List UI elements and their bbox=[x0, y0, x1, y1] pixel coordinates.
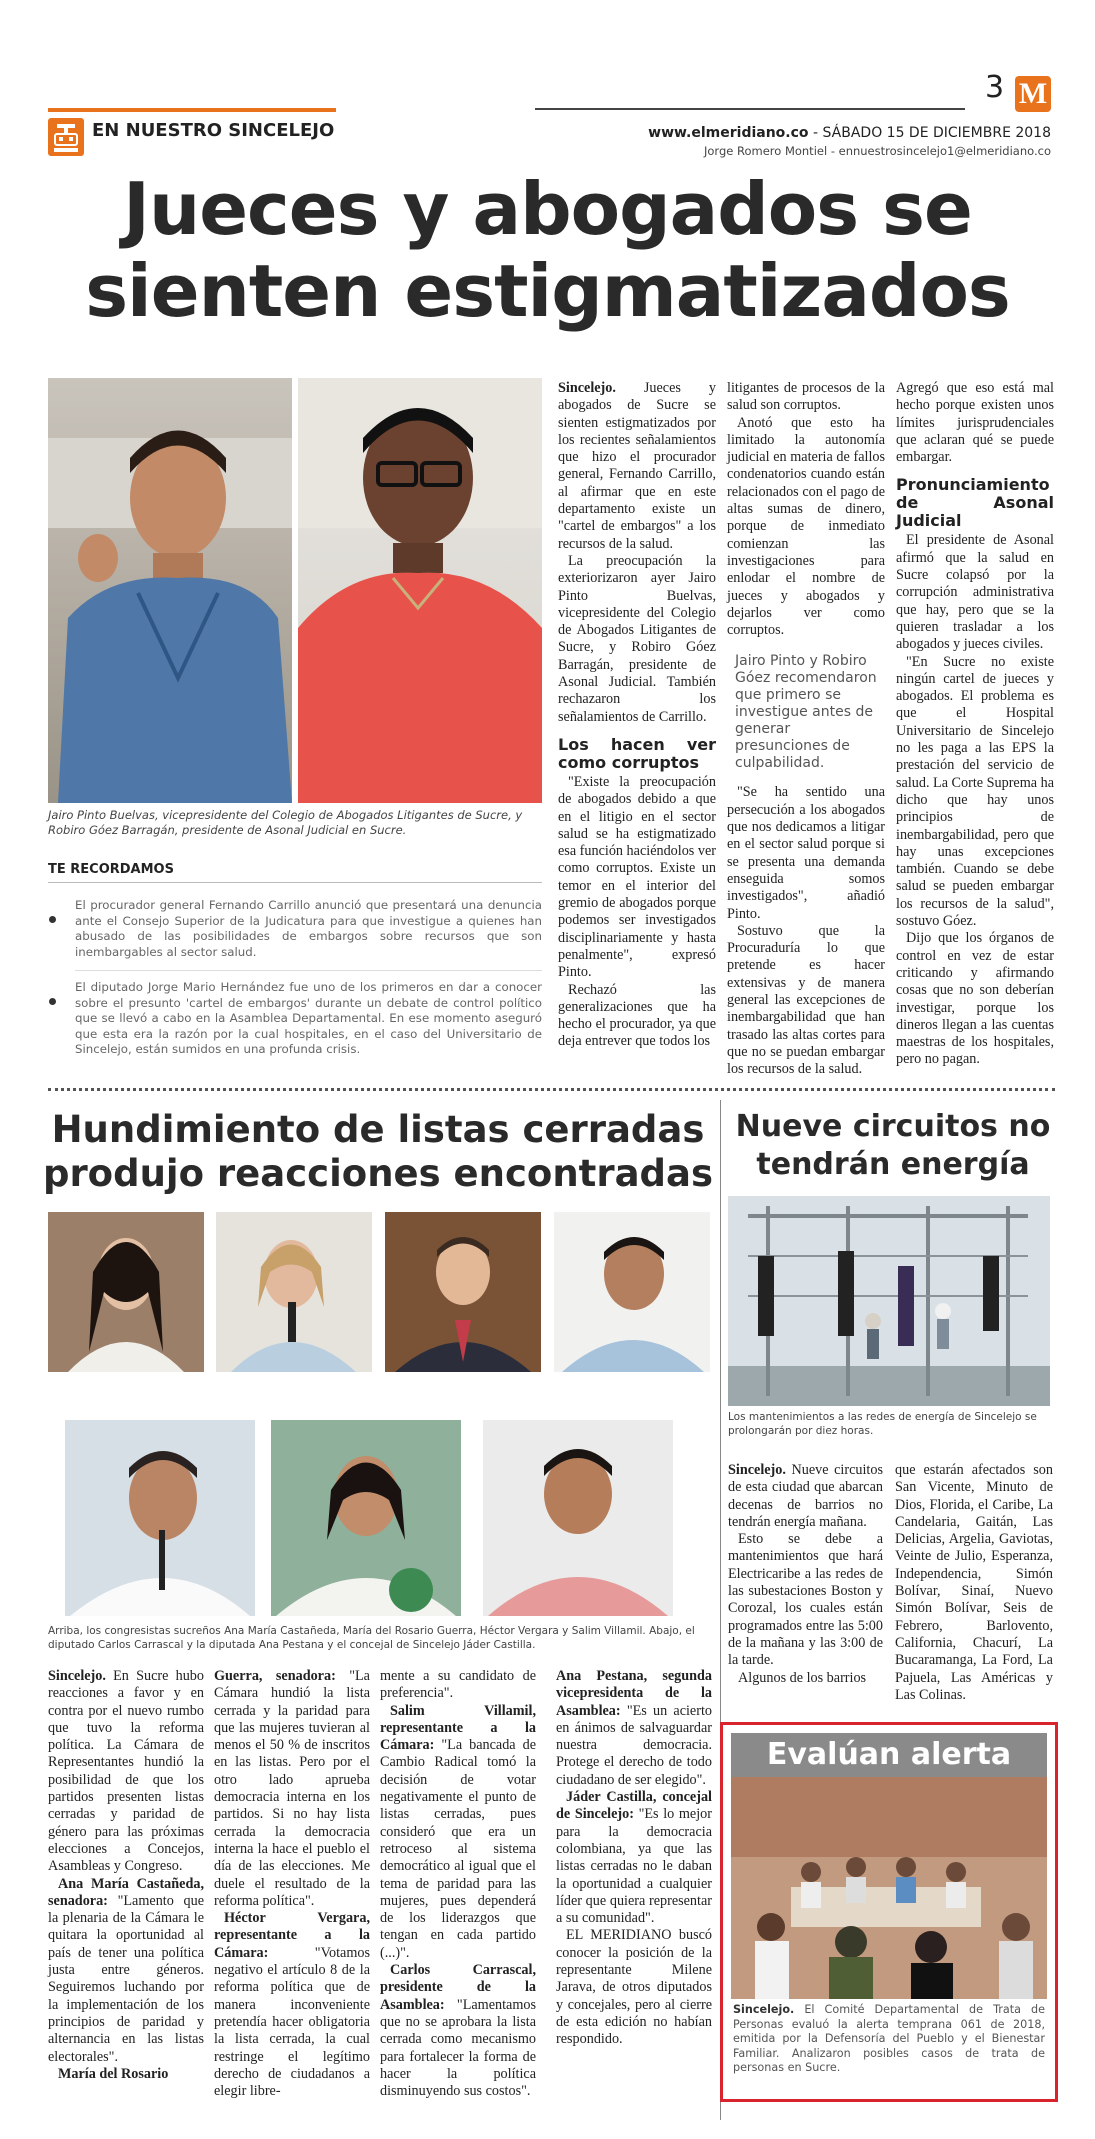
page-number: 3 bbox=[985, 70, 1005, 105]
article2-dateline: Sincelejo. bbox=[48, 1668, 106, 1684]
article1-c2-p2: Anotó que esto ha limitado la autonomía judicial en materia de fallos condenatorios cuando están relacionados con el pago de altas sumas de dinero, porque de inmediato comienzan las investigaciones para enlodar el nombre de jueces y abogados y dejarlos ver como corruptos. bbox=[727, 414, 885, 639]
photo-jairo-pinto bbox=[48, 378, 292, 803]
article2-name-guerra-start: María del Rosario bbox=[58, 2065, 169, 2082]
article2-c2-p1: "La Cámara hundió la lista cerrada y la paridad para que las mujeres tuvieran al menos el 50 % de inscritos en las listas. Pero por el otro lado aprueba democracia interna en los partidos. Si no hay lista cerrada la democracia interna la hace el pueblo el día de las elecciones. Me duele el resultado de la reforma política". bbox=[214, 1668, 370, 1909]
photo-hector-vergara bbox=[385, 1212, 541, 1372]
article2-column-3 bbox=[380, 1668, 536, 2100]
header-rule bbox=[535, 108, 965, 110]
recordamos-divider bbox=[75, 970, 542, 971]
article3-c2-p1: que estarán afectados son San Vicente, Minuto de Dios, Florida, el Caribe, La Candelaria, Gaitán, Las Delicias, Argelia, Gaviotas, Veinte de Julio, Esperanza, Independencia, Simón Bolívar, Sinaí, Nuevo Simón Bolívar, Seis de Febrero, Barlovento, California, Chacurí, La Bucaramanga, La Ford, La Pajuela, Las Américas y Las Colinas. bbox=[895, 1462, 1053, 1703]
article2-caption: Arriba, los congresistas sucreños Ana María Castañeda, María del Rosario Guerra, Héctor Vergara y Salim Villamil. Abajo, el diputado Carlos Carrascal y la diputada Ana Pestana y el concejal de Sincelejo Jáder Castilla. bbox=[48, 1625, 695, 1651]
article1-p2: La preocupación la exteriorizaron ayer Jairo Pinto Buelvas, vicepresidente del Colegio de Abogados Litigantes de Sucre, y Robiro Góez Barragán, presidente de Asonal Judicial. También rechazaron los señalamientos de Carrillo. bbox=[558, 552, 716, 725]
article3-headline-line2: tendrán energía bbox=[756, 1147, 1030, 1182]
article1-c3-p4: Dijo que los órganos de control en vez de estar criticando y afirmando cosas que no son deberían investigar, porque los dineros llegan a las cuentas maestras de los hospitales, pero no pagan. bbox=[896, 930, 1054, 1068]
evaluan-alerta-body: El Comité Departamental de Trata de Personas evaluó la alerta temprana 061 de 2018, emitida por la Defensoría del Pueblo y el Bienestar Familiar. Analizaron posibles casos de trata de personas en Sucre. bbox=[733, 2003, 1045, 2074]
main-headline-line2: sienten estigmatizados bbox=[85, 249, 1010, 333]
article1-c2-p1: litigantes de procesos de la salud son corruptos. bbox=[727, 380, 885, 414]
article2-name-carrascal: Carlos Carrascal, presidente de la Asamblea: bbox=[380, 1962, 536, 2013]
photo-jader-castilla bbox=[483, 1420, 673, 1616]
article3-p1: Nueve circuitos de esta ciudad que abarcan decenas de barrios no tendrán energía mañana. bbox=[728, 1462, 883, 1530]
article3-headline-line1: Nueve circuitos no bbox=[735, 1109, 1051, 1144]
evaluan-alerta-text bbox=[733, 2003, 1045, 2076]
article2-c4-p2: "Es lo mejor para la democracia colombiana, ya que las listas cerradas no le daban la oportunidad a cualquier líder que quiera representar a su comunidad". bbox=[556, 1806, 712, 1927]
recordamos-item-2: El diputado Jorge Mario Hernández fue uno de los primeros en dar a conocer sobre el presunto 'cartel de embargos' durante un debate de control político que se llevó a cabo en la Asamblea Departamental. En ese momento aseguró que esta era la razón por la cual hospitales, en el caso del Universitario de Sincelejo, están sumidos en una profunda crisis. bbox=[75, 980, 542, 1056]
article2-p2: "Lamento que la plenaria de la Cámara le quitara la oportunidad al país de tener una política justa entre géneros. Seguiremos luchando por la implementación de los principios de paridad y alternancia en las listas electorales". bbox=[48, 1892, 204, 2065]
header-byline: Jorge Romero Montiel - ennuestrosincelejo1@elmeridiano.co bbox=[704, 144, 1051, 158]
article3-column-1 bbox=[728, 1462, 883, 1687]
article2-column-4 bbox=[556, 1668, 712, 2049]
logo-badge bbox=[1015, 76, 1051, 112]
article1-column-2 bbox=[727, 380, 885, 1079]
article1-c2-p3: "Se ha sentido una persecución a los abogados que nos dedicamos a litigar en el sector salud porque si se presenta una demanda enseguida somos investigados", añadió Pinto. bbox=[727, 784, 885, 922]
article3-headline bbox=[728, 1108, 1058, 1184]
article3-column-2 bbox=[895, 1462, 1053, 1704]
photo-maria-del-rosario-guerra bbox=[216, 1212, 372, 1372]
article2-c2-p2: "Votamos negativo el artículo 8 de la reforma política que de manera inconveniente pretendía hacer obligatoria la lista cerrada, la cual restringe el legítimo derecho de ciudadanos a elegir libre- bbox=[214, 1944, 370, 2100]
bullet-1 bbox=[49, 916, 56, 923]
article2-c4-p3: EL MERIDIANO buscó conocer la posición de la representante Milene Jarava, de otros diputados y concejales, pero al cierre de esta edición no habían respondido. bbox=[556, 1927, 712, 2048]
article2-name-castaneda: Ana María Castañeda, senadora: bbox=[48, 1875, 204, 1909]
article2-name-castilla: Jáder Castilla, concejal de Sincelejo: bbox=[556, 1789, 712, 1823]
article1-c3-p3: "En Sucre no existe ningún cartel de jueces y abogados. El problema es que el Hospital Universitario de Sincelejo no les paga a las EPS la prestación del servicio de salud. La Corte Suprema ha dicho que hay unos principios de inembargabilidad, pero que hay unas excepciones también. Cuando se debe salud se pueden embargar los recursos de la salud", sostuvo Góez. bbox=[896, 653, 1054, 930]
section-icon bbox=[48, 118, 84, 156]
photo-power-substation bbox=[728, 1196, 1050, 1406]
article2-headline-line1: Hundimiento de listas cerradas bbox=[51, 1108, 705, 1151]
main-headline-line1: Jueces y abogados se bbox=[123, 167, 972, 251]
article2-name-guerra-end: Guerra, senadora: bbox=[214, 1668, 336, 1684]
article1-column-3 bbox=[896, 380, 1054, 1069]
article2-headline-line2: produjo reacciones encontradas bbox=[42, 1152, 714, 1195]
article2-c3-p1: "La bancada de Cambio Radical tomó la decisión de votar negativamente el punto de listas cerradas, pues consideró que era un retroceso al sistema democrático al igual que el tema de paridad para las mujeres, pues dependerá de los liderazgos que tengan en cada partido (...)". bbox=[380, 1737, 536, 1961]
pull-quote: Jairo Pinto y Robiro Góez recomendaron que primero se investigue antes de generar presunciones de culpabilidad. bbox=[735, 653, 877, 772]
photo-caption-1: Jairo Pinto Buelvas, vicepresidente del Colegio de Abogados Litigantes de Sucre, y Robiro Góez Barragán, presidente de Asonal Judicial en Sucre. bbox=[48, 808, 523, 837]
evaluan-alerta-box bbox=[720, 1722, 1058, 2102]
article1-p3: "Existe la preocupación de abogados debido a que en el litigio en el sector salud se ha estigmatizado esa función haciéndolos ver como corruptos. Existe un temor en el interior del gremio de abogados porque podemos ser investigados disciplinariamente y hasta penalmente", expresó Pinto. bbox=[558, 773, 716, 981]
te-recordamos-rule bbox=[48, 882, 542, 883]
article2-name-pestana: Ana Pestana, segunda vicepresidenta de la Asamblea: bbox=[556, 1668, 712, 1719]
article2-column-1 bbox=[48, 1668, 204, 2083]
photo-ana-maria-castaneda bbox=[48, 1212, 204, 1372]
dateline: Sincelejo. bbox=[558, 380, 616, 396]
article2-c3-p2: "Lamentamos que no se aprobara la lista cerrada como mecanismo para fortalecer la forma de hacer la política disminuyendo sus costos". bbox=[380, 1996, 536, 2100]
website-link[interactable]: www.elmeridiano.co bbox=[648, 125, 809, 141]
article3-dateline: Sincelejo. bbox=[728, 1462, 786, 1478]
article2-c3-p0: mente a su candidato de preferencia". bbox=[380, 1668, 536, 1702]
article2-headline bbox=[42, 1108, 714, 1196]
section-separator bbox=[48, 1088, 1055, 1091]
bullet-2 bbox=[49, 998, 56, 1005]
article1-p1: Jueces y abogados de Sucre se sienten estigmatizados por los recientes señalamientos que hizo el procurador general, Fernando Carrillo, al afirmar que en este departamento existe un "cartel de embargos" a los recursos de la salud. bbox=[558, 380, 716, 552]
te-recordamos-title: TE RECORDAMOS bbox=[48, 862, 174, 877]
photo-carlos-carrascal bbox=[65, 1420, 255, 1616]
section-title: EN NUESTRO SINCELEJO bbox=[92, 120, 335, 141]
logo-letter: M bbox=[1018, 77, 1048, 110]
section-rule bbox=[48, 108, 336, 112]
photo-salim-villamil bbox=[554, 1212, 710, 1372]
evaluan-alerta-headline: Evalúan alerta bbox=[731, 1733, 1047, 1777]
photo-robiro-goez bbox=[298, 378, 542, 803]
header-date: - SÁBADO 15 DE DICIEMBRE 2018 bbox=[813, 125, 1051, 141]
article1-column-1 bbox=[558, 380, 716, 1051]
photo-ana-pestana bbox=[271, 1420, 461, 1616]
evaluan-alerta-dateline: Sincelejo. bbox=[733, 2003, 795, 2016]
article2-c4-p1: "Es un acierto en ánimos de salvaguardar nuestra democracia. Protege el derecho de todo ciudadano de ser elegido". bbox=[556, 1702, 712, 1788]
article1-c3-p2: El presidente de Asonal afirmó que la salud en Sucre colapsó por la corrupción administrativa que hay, pero que se la quieren trasladar a los abogados y jueces civiles. bbox=[896, 532, 1054, 653]
article1-p4: Rechazó las generalizaciones que ha hecho el procurador, ya que deja entrever que todos los bbox=[558, 981, 716, 1050]
article1-c3-p1: Agregó que eso está mal hecho porque existen unos límites jurisprudenciales que aclaran qué se puede embargar. bbox=[896, 380, 1054, 466]
article2-name-vergara: Héctor Vergara, representante a la Cámara: bbox=[214, 1910, 370, 1961]
article3-p3: Algunos de los barrios bbox=[738, 1669, 867, 1686]
article2-p1: En Sucre hubo reacciones a favor y en contra por el nuevo rumbo que tuvo la reforma política. La Cámara de Representantes hundió la posibilidad de que los partidos presenten listas cerradas y paridad de género para las próximas elecciones a Concejos, Asambleas y Congreso. bbox=[48, 1668, 204, 1875]
article2-column-2 bbox=[214, 1668, 370, 2100]
article1-subhead-1: Los hacen ver como corruptos bbox=[558, 734, 716, 772]
photo-committee-meeting bbox=[731, 1777, 1047, 1999]
article1-subhead-2: Pronunciamiento de Asonal Judicial bbox=[896, 475, 1054, 531]
article3-p2: Esto se debe a mantenimientos que hará Electricaribe a las redes de las subestaciones Boston y Corozal, los cuales están programados entre las 5:00 de la mañana y las 3:00 de la tarde. bbox=[728, 1531, 883, 1669]
main-headline bbox=[30, 168, 1065, 332]
article2-name-villamil: Salim Villamil, representante a la Cámara: bbox=[380, 1702, 536, 1754]
article1-c2-p4: Sostuvo que la Procuraduría lo que pretende es hacer extensivas y de manera general las excepciones de inembargabilidad que han trasado las altas cortes para que no se puedan embargar los recursos de la salud. bbox=[727, 922, 885, 1078]
header-dateline bbox=[648, 125, 1051, 141]
recordamos-item-1: El procurador general Fernando Carrillo anunció que presentará una denuncia ante el Consejo Superior de la Judicatura para que investigue a quienes han abusado de las posibilidades de embargos sobre recursos que son inembargables al sector salud. bbox=[75, 898, 542, 959]
article3-caption: Los mantenimientos a las redes de energía de Sincelejo se prolongarán por diez horas. bbox=[728, 1411, 1037, 1437]
